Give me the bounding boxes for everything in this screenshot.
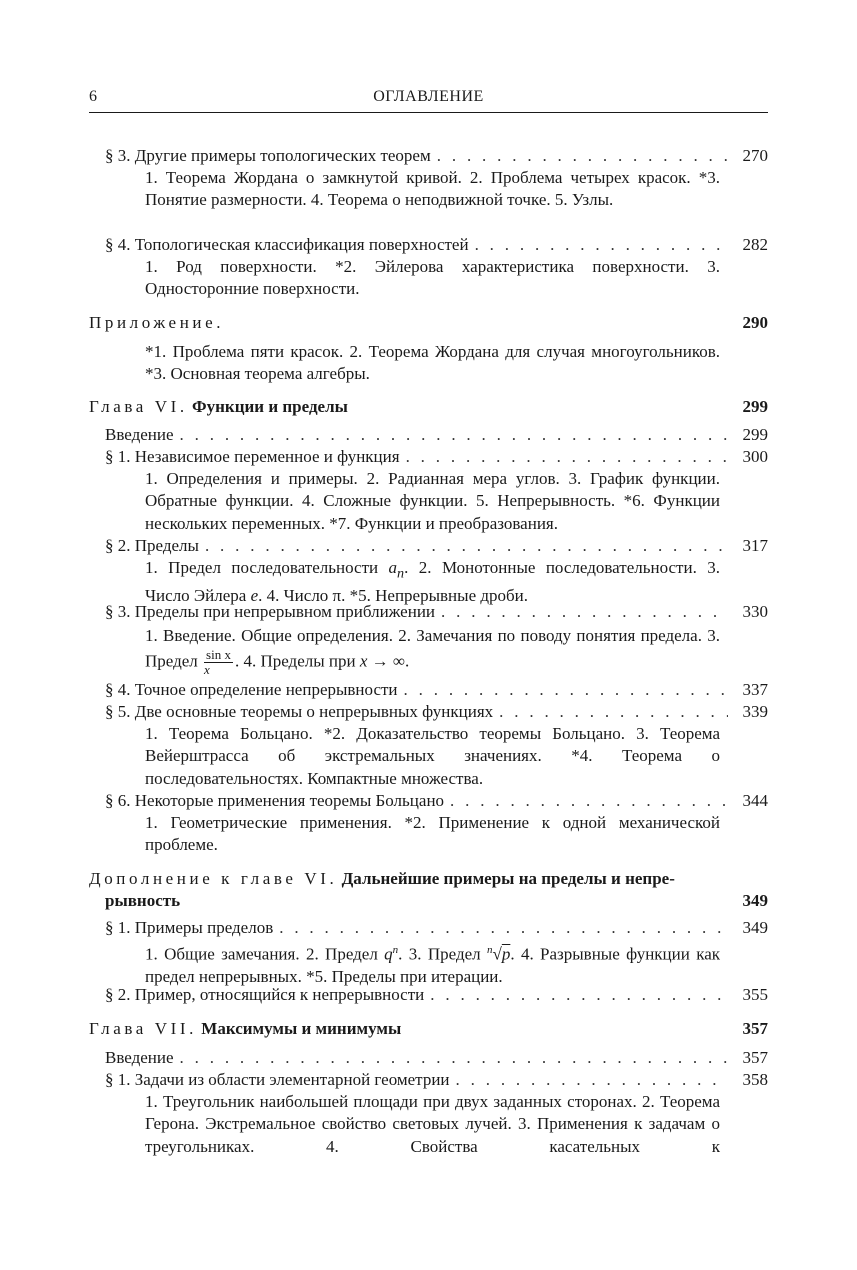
chapter-prefix: Глава VII. <box>89 1019 198 1038</box>
entry-label: § 1. Примеры пределов <box>105 918 274 937</box>
toc-entry-section[interactable] <box>105 145 768 167</box>
toc-entry-section[interactable] <box>105 424 768 446</box>
toc-entry-section[interactable] <box>105 535 768 557</box>
entry-description: 1. Геометрические применения. *2. Применение к одной механической проблеме. <box>145 813 720 855</box>
chapter-title: Максимумы и минимумы <box>201 1019 402 1038</box>
toc-entry-section[interactable] <box>105 790 768 812</box>
entry-page: 290 <box>742 313 768 332</box>
entry-label: § 3. Другие примеры топологических теорем <box>105 146 431 165</box>
entry-label: § 1. Задачи из области элементарной геометрии <box>105 1070 450 1089</box>
toc-entry-section[interactable] <box>105 1069 768 1091</box>
entry-page: 349 <box>742 891 768 910</box>
entry-description: *1. Проблема пяти красок. 2. Теорема Жордана для случая многоугольников. *3. Основная теорема алгебры. <box>145 342 720 384</box>
supplement-title: Дальнейшие примеры на пределы и непре- <box>341 869 675 888</box>
toc-entry-chapter[interactable] <box>89 396 768 418</box>
entry-page: 300 <box>742 447 768 466</box>
toc-entry-chapter[interactable] <box>89 1018 768 1040</box>
entry-label: Приложение. <box>89 313 225 332</box>
entry-description: 1. Род поверхности. *2. Эйлерова характеристика поверхности. 3. Односторонние поверхности. <box>145 257 720 299</box>
entry-page: 355 <box>742 985 768 1004</box>
entry-label: § 1. Независимое переменное и функция <box>105 447 400 466</box>
entry-page: 349 <box>742 918 768 937</box>
running-header <box>89 88 768 113</box>
toc-entry-section[interactable] <box>105 446 768 468</box>
entry-label: Введение <box>105 425 174 444</box>
entry-label: § 6. Некоторые применения теоремы Больцано <box>105 791 445 810</box>
toc-entry-section[interactable] <box>105 984 768 1006</box>
entry-description: 1. Введение. Общие определения. 2. Замечания по поводу понятия предела. 3. Предел $\frac{\text{sin x}}{x}$ . 4. Пределы при x → ∞. <box>145 626 720 677</box>
entry-label: § 2. Пример, относящийся к непрерывности <box>105 985 425 1004</box>
entry-page: 317 <box>742 536 768 555</box>
entry-page: 337 <box>742 680 768 699</box>
running-title: ОГЛАВЛЕНИЕ <box>373 88 484 105</box>
entry-label: § 4. Точное определение непрерывности <box>105 680 398 699</box>
entry-description: 1. Предел последовательности $a_n$. 2. Монотонные последовательности. 3. Число Эйлера e. 4. Число π. *5. Непрерывные дроби. <box>145 558 720 605</box>
entry-page: 344 <box>742 791 768 810</box>
toc-entry-section[interactable] <box>105 701 768 723</box>
toc-entry-supplement[interactable] <box>89 868 768 912</box>
entry-label: § 3. Пределы при непрерывном приближении <box>105 602 436 621</box>
entry-description: 1. Треугольник наибольшей площади при двух заданных сторонах. 2. Теорема Герона. Экстремальное свойство световых лучей. 3. Применения к задачам о треугольниках. 4. Свойства касательных к <box>145 1092 720 1156</box>
entry-page: 357 <box>742 1048 768 1067</box>
chapter-prefix: Глава VI. <box>89 397 188 416</box>
entry-page: 299 <box>742 425 768 444</box>
toc-entry-section[interactable] <box>105 917 768 939</box>
toc-entry-section[interactable] <box>105 234 768 256</box>
entry-label: Введение <box>105 1048 174 1067</box>
entry-description: 1. Общие замечания. 2. Предел $q^n$. 3. Предел $^n$√p. 4. Разрывные функции как предел непрерывных. *5. Пределы при итерации. <box>145 944 721 986</box>
toc-entry-appendix[interactable] <box>89 312 768 334</box>
fraction: $\frac{\text{sin x}}{x}$ <box>204 647 231 677</box>
entry-description: 1. Определения и примеры. 2. Радианная мера углов. 3. График функции. Обратные функции. 4. Сложные функции. 5. Непрерывность. *6. Функции нескольких переменных. *7. Функции и преобразования. <box>145 469 720 533</box>
entry-page: 330 <box>742 602 768 621</box>
entry-page: 339 <box>742 702 768 721</box>
chapter-title: Функции и пределы <box>192 397 348 416</box>
entry-page: 299 <box>742 397 768 416</box>
entry-page: 357 <box>742 1019 768 1038</box>
toc-entry-section[interactable] <box>105 1047 768 1069</box>
toc-entry-section[interactable] <box>105 601 768 623</box>
supplement-prefix: Дополнение к главе VI. <box>89 869 338 888</box>
entry-label: § 5. Две основные теоремы о непрерывных функциях <box>105 702 494 721</box>
entry-page: 282 <box>742 235 768 254</box>
entry-page: 270 <box>742 146 768 165</box>
page-number: 6 <box>89 88 97 105</box>
toc-entry-section[interactable] <box>105 679 768 701</box>
supplement-title-cont: рывность <box>105 891 181 910</box>
entry-description: 1. Теорема Больцано. *2. Доказательство теоремы Больцано. 3. Теорема Вейерштрасса об экстремальных значениях. *4. Теорема о последовательностях. Компактные множества. <box>145 724 720 788</box>
entry-description: 1. Теорема Жордана о замкнутой кривой. 2. Проблема четырех красок. *3. Понятие размерности. 4. Теорема о неподвижной точке. 5. Узлы. <box>145 168 720 210</box>
entry-label: § 2. Пределы <box>105 536 199 555</box>
entry-label: § 4. Топологическая классификация поверхностей <box>105 235 469 254</box>
entry-page: 358 <box>742 1070 768 1089</box>
